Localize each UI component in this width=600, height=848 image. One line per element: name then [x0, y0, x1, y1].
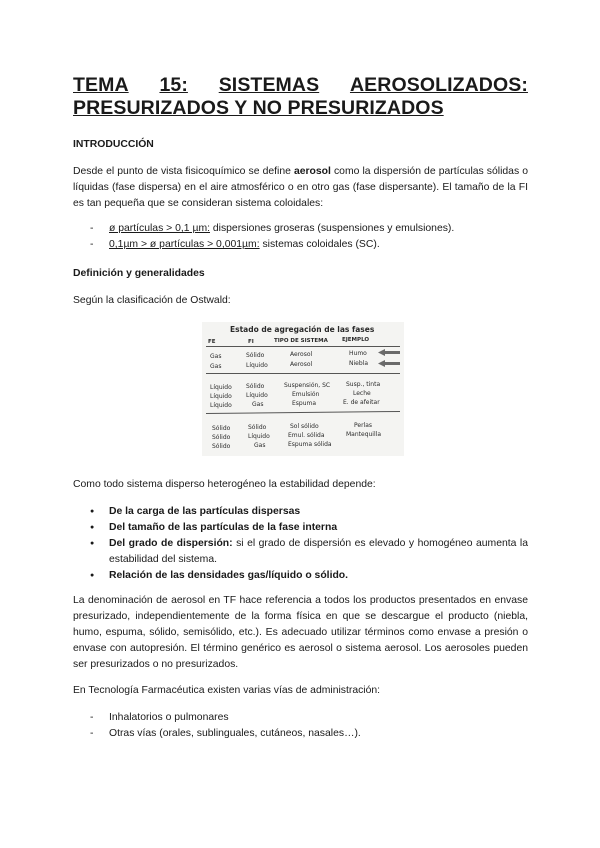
figure-caption: Estado de agregación de las fases [230, 325, 375, 334]
list-item: ● Relación de las densidades gas/líquido o sólido. [90, 568, 528, 584]
list-item: - Inhalatorios o pulmonares [90, 710, 530, 726]
routes-list [90, 710, 530, 742]
table-cell: Leche [353, 390, 371, 397]
table-header-fi: FI [248, 339, 254, 345]
intro-paragraph: Desde el punto de vista fisicoquímico se define aerosol como la dispersión de partículas sólidas o líquidas (fase dispersa) en el aire atmosférico o en otro gas (fase dispersante). El tamaño de la FI es tan pequeña que se consideran sistema coloidales: [73, 166, 528, 209]
table-cell: Sólido [246, 352, 265, 359]
table-cell: Perlas [354, 422, 373, 429]
list-item: - Otras vías (orales, sublinguales, cutáneos, nasales…). [90, 726, 530, 742]
table-cell: Líquido [210, 384, 232, 391]
table-divider [206, 411, 400, 414]
title-word: AEROSOLIZADOS: [349, 74, 528, 96]
page-title [73, 74, 528, 120]
title-line-1 [73, 74, 528, 97]
table-header-type: TIPO DE SISTEMA [274, 338, 328, 344]
list-item: ● De la carga de las partículas dispersas [90, 504, 528, 520]
table-cell: Mantequilla [346, 431, 381, 438]
list-item: ● Del grado de dispersión: si el grado de dispersión es elevado y homogéneo aumenta la estabilidad del sistema. [90, 536, 528, 568]
table-cell: Sólido [212, 434, 231, 441]
table-cell: Líquido [248, 433, 270, 440]
table-cell: Aerosol [290, 361, 313, 368]
list-item: - 0,1µm > ø partículas > 0,001µm: sistemas coloidales (SC). [90, 237, 530, 253]
table-divider [206, 346, 400, 347]
table-cell: Emul. sólida [288, 432, 325, 439]
denomination-paragraph: La denominación de aerosol en TF hace referencia a todos los productos presentados en envase presurizado, independientemente de la forma física en que se descargue el producto (niebla, humo, espuma, sólido, semisólido, etc.). Es adecuado utilizar términos como envase a presión o envase con autopresión. El término genérico es aerosol o sistema aerosol. Los aerosoles pueden ser presurizados o no presurizados. [73, 595, 528, 670]
particle-size-list [90, 221, 530, 253]
title-word: TEMA [73, 74, 129, 96]
arrow-left-icon [378, 360, 400, 367]
definition-heading: Definición y generalidades [73, 268, 205, 279]
ostwald-paragraph: Según la clasificación de Ostwald: [73, 295, 231, 306]
table-cell: Gas [210, 353, 222, 360]
table-cell: Espuma sólida [288, 441, 332, 448]
table-cell: Niebla [349, 360, 368, 367]
table-cell: Sólido [212, 443, 231, 450]
table-cell: Gas [210, 363, 222, 370]
table-cell: Suspensión, SC [284, 382, 331, 389]
table-cell: Gas [254, 442, 266, 449]
table-header-fe: FE [208, 339, 216, 345]
table-cell: Sol sólido [290, 423, 319, 430]
list-item: - ø partículas > 0,1 µm: dispersiones groseras (suspensiones y emulsiones). [90, 221, 530, 237]
table-cell: Líquido [246, 362, 268, 369]
ostwald-table-figure [202, 322, 404, 456]
table-cell: Líquido [210, 393, 232, 400]
table-cell: Emulsión [292, 391, 320, 398]
list-item: ● Del tamaño de las partículas de la fase interna [90, 520, 528, 536]
table-cell: Susp., tinta [346, 381, 381, 388]
table-cell: E. de afeitar [343, 399, 380, 406]
table-cell: Sólido [248, 424, 267, 431]
table-cell: Aerosol [290, 351, 313, 358]
table-header-example: EJEMPLO [342, 337, 370, 343]
table-cell: Líquido [246, 392, 268, 399]
table-cell: Líquido [210, 402, 232, 409]
table-cell: Humo [349, 350, 367, 357]
title-line-2: PRESURIZADOS Y NO PRESURIZADOS [73, 97, 444, 119]
table-cell: Sólido [246, 383, 265, 390]
table-cell: Gas [252, 401, 264, 408]
routes-intro: En Tecnología Farmacéutica existen varias vías de administración: [73, 685, 381, 696]
title-word: SISTEMAS [218, 74, 320, 96]
arrow-left-icon [378, 349, 400, 356]
stability-intro: Como todo sistema disperso heterogéneo la estabilidad depende: [73, 479, 376, 490]
table-cell: Sólido [212, 425, 231, 432]
table-cell: Espuma [292, 400, 317, 407]
table-divider [206, 373, 400, 374]
title-word: 15: [159, 74, 188, 96]
intro-heading: INTRODUCCIÓN [73, 139, 154, 150]
stability-factors-list [90, 504, 528, 584]
